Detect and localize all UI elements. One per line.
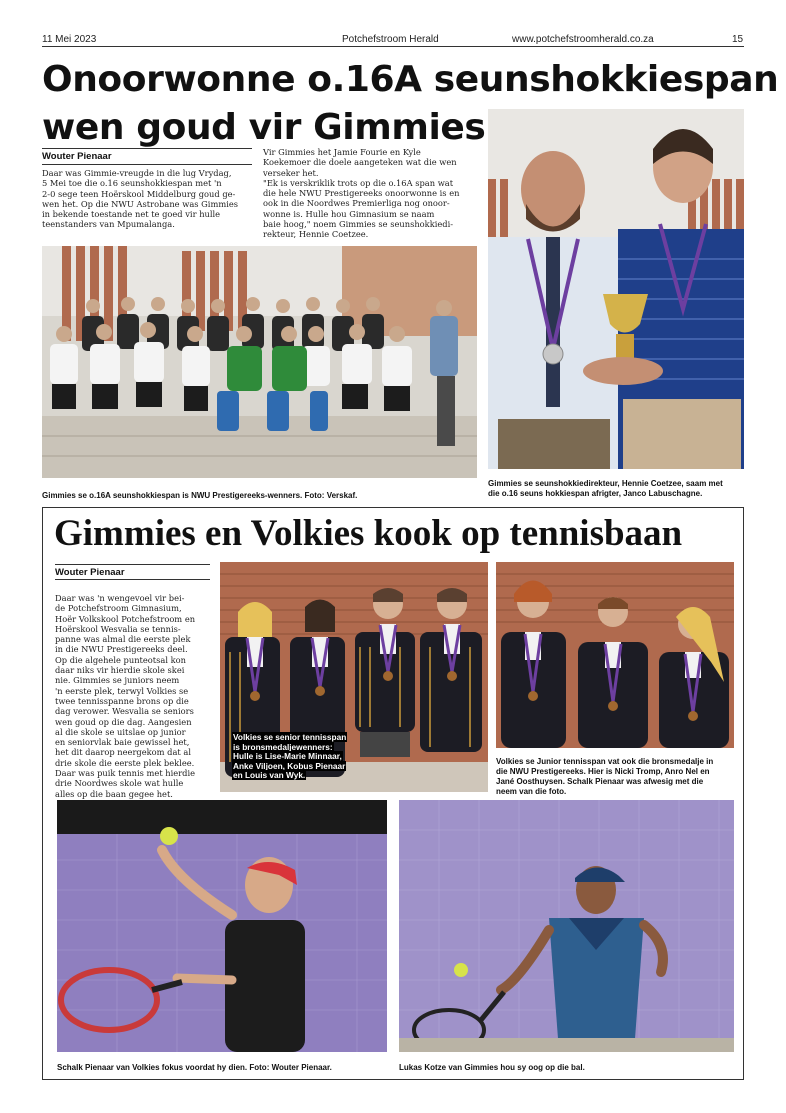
article1-col1-line: 2-0 sege teen Hoërskool Middelburg goud ge-: [42, 188, 236, 199]
junior-caption-line: Volkies se Junior tennisspan vat ook die bronsmedalje in: [496, 757, 714, 766]
junior-caption-line: Jané Oosthuysen. Schalk Pienaar was afwesig met die: [496, 777, 704, 786]
article2-body-line: dag verower. Wesvalia se seniors: [55, 706, 194, 717]
senior-tennis-caption: [232, 733, 382, 781]
byline-rule-bottom: [42, 164, 252, 165]
article2-body-line: Hoërskool Wesvalia se tennis-: [55, 623, 181, 634]
trophy-caption: [488, 479, 744, 499]
article2-body-line: de Potchefstroom Gimnasium,: [55, 603, 182, 614]
lukas-forehand-photo: [399, 800, 734, 1052]
article2-body-line: nie. Gimmies se juniors neem: [55, 675, 180, 686]
article1-col2-line: rekteur, Hennie Coetzee.: [263, 229, 369, 240]
article2-body-line: alles op die baan gegee het.: [55, 788, 173, 799]
article1-col1-line: Daar was Gimmie-vreugde in die lug Vrydag,: [42, 168, 232, 178]
article1-col2-line: die hele NWU Prestigereeks onoorwonne is en: [263, 188, 460, 199]
article1-col2-line: Koekemoer die doele aangeteken wat die wen: [263, 157, 457, 168]
article1-headline-line1: Onoorwonne o.16A seunshokkiespan: [42, 59, 779, 100]
article1-column2: [263, 147, 483, 240]
article1-column1: [42, 168, 257, 230]
article2-body-line: twee tennisspanne brons op die: [55, 695, 189, 706]
article1-col2-line: ook in die Noordwes Premierliga nog onoor-: [263, 198, 450, 209]
article1-headline: [42, 56, 779, 152]
article1-col2-line: verseker het.: [263, 167, 319, 178]
trophy-photo: [488, 109, 744, 469]
byline-rule-top: [42, 148, 252, 149]
issue-date: 11 Mei 2023: [42, 34, 97, 45]
trophy-caption-line2: die o.16 seuns hokkiespan afrigter, Janco Labuschagne.: [488, 489, 703, 498]
article2-byline: Wouter Pienaar: [55, 567, 125, 578]
hockey-team-caption: Gimmies se o.16A seunshokkiespan is NWU Prestigereeks-wenners. Foto: Verskaf.: [42, 491, 358, 500]
article1-byline: Wouter Pienaar: [42, 151, 112, 162]
article2-body-line: daar niks vir hierdie skole skei: [55, 665, 185, 676]
article1-col2-line: Vir Gimmies het Jamie Fourie en Kyle: [263, 147, 421, 157]
page-number: 15: [732, 34, 744, 45]
senior-caption-line: en Louis van Wyk.: [233, 770, 306, 780]
article1-col2-line: wonne is. Hulle hou Gimnasium se naam: [263, 208, 435, 219]
article2-body-line: panne was almal die eerste plek: [55, 634, 191, 645]
article2-body-line: Daar was 'n wengevoel vir bei-: [55, 593, 185, 603]
article2-body-line: Hoër Volkskool Potchefstroom en: [55, 613, 196, 624]
article1-col2-line: baie hoog," noem Gimmies se seunshokkiedi-: [263, 219, 454, 230]
article1-col2-line: "Ek is verskriklik trots op die o.16A span wat: [263, 177, 454, 188]
byline2-rule-bottom: [55, 579, 210, 580]
page-header: [42, 34, 744, 46]
article1-col1-line: 5 Mei toe die o.16 seunshokkiespan met 'n: [42, 178, 222, 189]
article1-col1-line: in bekende toestande net te goed vir hulle: [42, 209, 221, 220]
article2-body-line: Daar was puik tennis met hierdie: [55, 768, 196, 779]
article2-body-line: en seniorvlak baie gewissel het,: [55, 737, 190, 748]
article2-body-line: in die NWU Prestigereeks deel.: [55, 644, 188, 655]
senior-caption-line: Volkies se senior tennisspan: [233, 732, 347, 742]
article2-headline: Gimmies en Volkies kook op tennisbaan: [54, 513, 683, 554]
byline2-rule-top: [55, 564, 210, 565]
senior-caption-line: Anke Viljoen, Kobus Pienaar: [233, 760, 346, 771]
trophy-caption-line1: Gimmies se seunshokkiedirekteur, Hennie Coetzee, saam met: [488, 479, 723, 488]
article2-body-line: drie skole die eerste plek beklee.: [55, 757, 195, 768]
junior-tennis-photo: [496, 562, 734, 748]
schalk-caption: Schalk Pienaar van Volkies fokus voordat hy dien. Foto: Wouter Pienaar.: [57, 1063, 332, 1072]
lukas-caption: Lukas Kotze van Gimmies hou sy oog op die bal.: [399, 1063, 585, 1072]
article2-body: [55, 593, 215, 799]
article2-body-line: wen goud op die dag. Aangesien: [55, 716, 192, 727]
schalk-serve-photo: [57, 800, 387, 1052]
senior-caption-line: is bronsmedaljewenners:: [233, 741, 333, 752]
article2-body-line: drie Noordwes skole wat hulle: [55, 778, 184, 789]
hockey-team-photo: [42, 246, 477, 478]
article1-col1-line: teenstanders van Mpumalanga.: [42, 219, 175, 230]
article1-col1-line: wen het. Op die NWU Astrobane was Gimmies: [42, 198, 239, 209]
newspaper-name: Potchefstroom Herald: [342, 34, 439, 45]
newspaper-website[interactable]: www.potchefstroomherald.co.za: [512, 34, 654, 45]
junior-caption-line: die NWU Prestigereeks. Hier is Nicki Tromp, Anro Nel en: [496, 767, 710, 776]
senior-caption-line: Hulle is Lise-Marie Minnaar,: [233, 751, 342, 761]
article2-body-line: 'n eerste plek, terwyl Volkies se: [55, 685, 189, 696]
header-rule: [42, 46, 744, 47]
article2-body-line: Op die algehele punteotsal kon: [55, 654, 186, 665]
junior-caption-line: neem van die foto.: [496, 787, 567, 796]
junior-tennis-caption: [496, 757, 736, 797]
article2-body-line: al die skole se uitslae op junior: [55, 726, 186, 737]
article1-headline-line2: wen goud vir Gimmies: [42, 107, 486, 148]
article2-body-line: het dit daarop neergekom dat al: [55, 747, 191, 758]
